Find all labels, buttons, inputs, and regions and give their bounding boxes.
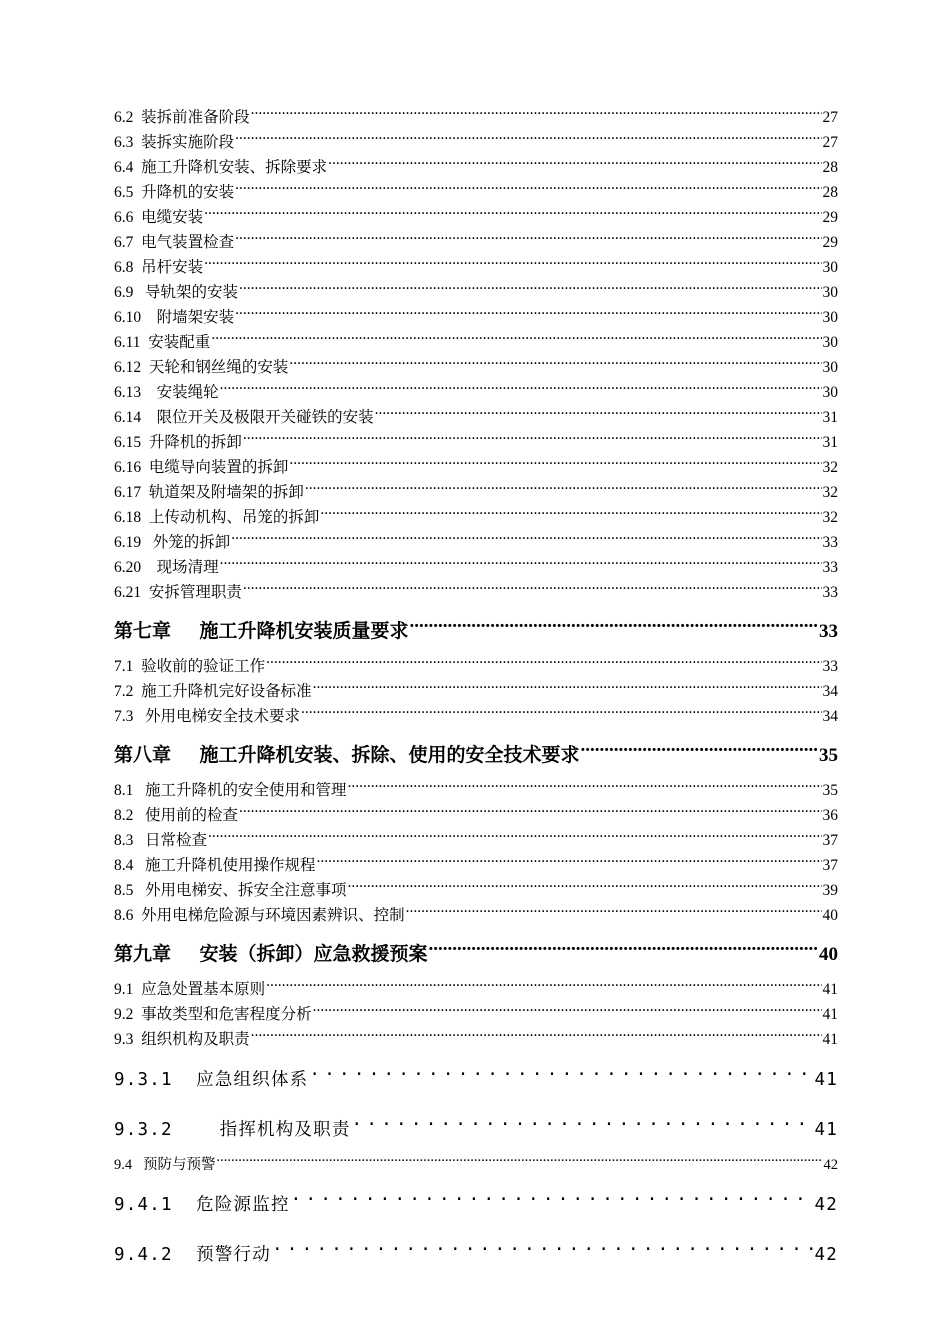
toc-entry-label: 9.4.1 危险源监控 bbox=[114, 1195, 290, 1215]
toc-entry[interactable] bbox=[114, 323, 838, 351]
toc-entry[interactable] bbox=[114, 871, 838, 899]
toc-entry-page: 27 bbox=[822, 134, 838, 151]
toc-entry-label: 6.20 现场清理 bbox=[114, 559, 219, 576]
toc-entry-page: 40 bbox=[822, 907, 838, 924]
toc-chapter-heading[interactable] bbox=[114, 607, 838, 642]
toc-entry-label: 9.4.2 预警行动 bbox=[114, 1245, 271, 1265]
toc-entry-label: 8.2 使用前的检查 bbox=[114, 807, 239, 824]
toc-entry[interactable] bbox=[114, 1180, 838, 1215]
toc-dot-leader bbox=[235, 123, 821, 147]
toc-dot-leader bbox=[243, 573, 822, 597]
toc-entry-label: 9.3.1 应急组织体系 bbox=[114, 1070, 309, 1090]
toc-entry-label: 6.16 电缆导向装置的拆卸 bbox=[114, 459, 289, 476]
toc-dot-leader bbox=[266, 970, 821, 994]
toc-entry-page: 36 bbox=[822, 807, 838, 824]
toc-entry-page: 30 bbox=[822, 284, 838, 301]
toc-entry[interactable] bbox=[114, 473, 838, 501]
toc-entry-label: 6.4 施工升降机安装、拆除要求 bbox=[114, 159, 328, 176]
toc-entry-page: 32 bbox=[822, 459, 838, 476]
toc-entry-label: 8.1 施工升降机的安全使用和管理 bbox=[114, 782, 347, 799]
toc-entry[interactable] bbox=[114, 398, 838, 426]
toc-entry[interactable] bbox=[114, 123, 838, 151]
toc-entry-page: 34 bbox=[822, 708, 838, 725]
toc-entry[interactable] bbox=[114, 846, 838, 874]
toc-dot-leader bbox=[301, 697, 821, 721]
toc-dot-leader bbox=[220, 373, 822, 397]
toc-dot-leader bbox=[410, 607, 818, 637]
toc-entry-label: 6.13 安装绳轮 bbox=[114, 384, 219, 401]
toc-entry[interactable] bbox=[114, 223, 838, 251]
toc-entry-label: 6.19 外笼的拆卸 bbox=[114, 534, 231, 551]
toc-entry-page: 37 bbox=[822, 832, 838, 849]
toc-entry-page: 27 bbox=[822, 109, 838, 126]
toc-entry[interactable] bbox=[114, 98, 838, 126]
toc-entry[interactable] bbox=[114, 548, 838, 576]
toc-entry-label: 6.12 天轮和钢丝绳的安装 bbox=[114, 359, 289, 376]
toc-entry[interactable] bbox=[114, 148, 838, 176]
toc-entry[interactable] bbox=[114, 647, 838, 675]
toc-entry[interactable] bbox=[114, 523, 838, 551]
toc-entry-page: 31 bbox=[822, 434, 838, 451]
toc-dot-leader bbox=[266, 647, 821, 671]
toc-entry-label: 9.3 组织机构及职责 bbox=[114, 1031, 250, 1048]
toc-entry[interactable] bbox=[114, 697, 838, 725]
toc-entry[interactable] bbox=[114, 896, 838, 924]
toc-entry[interactable] bbox=[114, 771, 838, 799]
toc-dot-leader bbox=[208, 821, 821, 845]
toc-entry-label: 6.8 吊杆安装 bbox=[114, 259, 204, 276]
toc-dot-leader bbox=[375, 398, 822, 422]
toc-entry-page: 41 bbox=[814, 1120, 838, 1140]
toc-entry-page: 34 bbox=[822, 683, 838, 700]
toc-entry-page: 42 bbox=[814, 1195, 838, 1215]
toc-entry-label: 6.10 附墙架安装 bbox=[114, 309, 235, 326]
toc-entry-page: 29 bbox=[822, 209, 838, 226]
toc-entry-page: 41 bbox=[822, 1031, 838, 1048]
toc-entry[interactable] bbox=[114, 1230, 838, 1265]
toc-dot-leader bbox=[313, 672, 822, 696]
toc-entry[interactable] bbox=[114, 821, 838, 849]
toc-dot-leader bbox=[289, 448, 821, 472]
toc-entry-page: 31 bbox=[822, 409, 838, 426]
toc-entry-label: 第八章 施工升降机安装、拆除、使用的安全技术要求 bbox=[114, 745, 580, 766]
toc-entry-label: 6.17 轨道架及附墙架的拆卸 bbox=[114, 484, 304, 501]
toc-entry[interactable] bbox=[114, 970, 838, 998]
toc-entry-label: 6.15 升降机的拆卸 bbox=[114, 434, 242, 451]
toc-entry-label: 6.6 电缆安装 bbox=[114, 209, 204, 226]
toc-entry[interactable] bbox=[114, 448, 838, 476]
toc-entry-page: 35 bbox=[822, 782, 838, 799]
toc-entry-page: 32 bbox=[822, 484, 838, 501]
toc-dot-leader bbox=[406, 896, 822, 920]
toc-entry-page: 41 bbox=[822, 1006, 838, 1023]
toc-entry[interactable] bbox=[114, 173, 838, 201]
toc-entry-label: 9.4 预防与预警 bbox=[114, 1157, 216, 1173]
toc-dot-leader bbox=[239, 273, 821, 297]
toc-entry[interactable] bbox=[114, 198, 838, 226]
toc-dot-leader bbox=[291, 1180, 814, 1210]
toc-entry-label: 6.2 装拆前准备阶段 bbox=[114, 109, 250, 126]
toc-entry-page: 35 bbox=[819, 745, 838, 766]
toc-entry[interactable] bbox=[114, 1020, 838, 1048]
toc-dot-leader bbox=[309, 1055, 813, 1085]
toc-dot-leader bbox=[289, 348, 821, 372]
toc-dot-leader bbox=[217, 1145, 823, 1169]
toc-entry-label: 7.1 验收前的验证工作 bbox=[114, 658, 266, 675]
toc-entry[interactable] bbox=[114, 348, 838, 376]
toc-entry-label: 6.21 安拆管理职责 bbox=[114, 584, 242, 601]
toc-dot-leader bbox=[235, 223, 821, 247]
toc-entry-page: 30 bbox=[822, 384, 838, 401]
toc-entry-label: 6.14 限位开关及极限开关碰铁的安装 bbox=[114, 409, 374, 426]
toc-dot-leader bbox=[204, 198, 821, 222]
toc-dot-leader bbox=[243, 423, 822, 447]
toc-entry-page: 28 bbox=[822, 184, 838, 201]
toc-entry[interactable] bbox=[114, 273, 838, 301]
toc-entry-label: 6.5 升降机的安装 bbox=[114, 184, 235, 201]
toc-entry-label: 8.5 外用电梯安、拆安全注意事项 bbox=[114, 882, 347, 899]
toc-entry-label: 第七章 施工升降机安装质量要求 bbox=[114, 621, 409, 642]
toc-dot-leader bbox=[235, 173, 821, 197]
toc-entry-label: 6.9 导轨架的安装 bbox=[114, 284, 239, 301]
toc-entry[interactable] bbox=[114, 995, 838, 1023]
toc-dot-leader bbox=[348, 771, 822, 795]
toc-dot-leader bbox=[239, 796, 821, 820]
toc-entry-page: 30 bbox=[822, 334, 838, 351]
toc-dot-leader bbox=[251, 98, 822, 122]
toc-entry-label: 7.2 施工升降机完好设备标准 bbox=[114, 683, 312, 700]
toc-entry[interactable] bbox=[114, 796, 838, 824]
toc-entry-page: 37 bbox=[822, 857, 838, 874]
toc-entry[interactable] bbox=[114, 1145, 838, 1173]
toc-entry-page: 29 bbox=[822, 234, 838, 251]
toc-dot-leader bbox=[305, 473, 822, 497]
toc-entry[interactable] bbox=[114, 573, 838, 601]
toc-entry-page: 40 bbox=[819, 944, 838, 965]
toc-entry-label: 7.3 外用电梯安全技术要求 bbox=[114, 708, 301, 725]
toc-entry-page: 33 bbox=[822, 658, 838, 675]
toc-dot-leader bbox=[317, 846, 822, 870]
toc-entry-page: 41 bbox=[822, 981, 838, 998]
toc-entry-page: 42 bbox=[823, 1157, 838, 1173]
toc-dot-leader bbox=[211, 323, 821, 347]
toc-entry-label: 6.18 上传动机构、吊笼的拆卸 bbox=[114, 509, 320, 526]
toc-entry-page: 28 bbox=[822, 159, 838, 176]
toc-chapter-heading[interactable] bbox=[114, 930, 838, 965]
toc-entry-label: 第九章 安装（拆卸）应急救援预案 bbox=[114, 944, 428, 965]
toc-dot-leader bbox=[204, 248, 821, 272]
toc-dot-leader bbox=[352, 1105, 814, 1135]
toc-dot-leader bbox=[429, 930, 818, 960]
toc-entry-label: 8.6 外用电梯危险源与环境因素辨识、控制 bbox=[114, 907, 405, 924]
toc-entry[interactable] bbox=[114, 298, 838, 326]
toc-entry-label: 6.7 电气装置检查 bbox=[114, 234, 235, 251]
toc-entry-label: 9.3.2 指挥机构及职责 bbox=[114, 1120, 351, 1140]
toc-entry-label: 6.11 安装配重 bbox=[114, 334, 211, 351]
toc-dot-leader bbox=[348, 871, 822, 895]
toc-entry-label: 6.3 装拆实施阶段 bbox=[114, 134, 235, 151]
toc-entry-page: 30 bbox=[822, 309, 838, 326]
toc-entry-page: 33 bbox=[819, 621, 838, 642]
toc-dot-leader bbox=[251, 1020, 822, 1044]
toc-dot-leader bbox=[328, 148, 821, 172]
toc-entry-page: 30 bbox=[822, 359, 838, 376]
toc-entry-page: 33 bbox=[822, 584, 838, 601]
toc-dot-leader bbox=[231, 523, 821, 547]
toc-entry[interactable] bbox=[114, 1105, 838, 1140]
toc-dot-leader bbox=[220, 548, 822, 572]
toc-entry-page: 33 bbox=[822, 534, 838, 551]
toc-entry-page: 33 bbox=[822, 559, 838, 576]
toc-entry-page: 41 bbox=[814, 1070, 838, 1090]
toc-entry-label: 9.1 应急处置基本原则 bbox=[114, 981, 266, 998]
toc-entry[interactable] bbox=[114, 373, 838, 401]
toc-entry-label: 8.3 日常检查 bbox=[114, 832, 208, 849]
toc-chapter-heading[interactable] bbox=[114, 731, 838, 766]
toc-entry-page: 32 bbox=[822, 509, 838, 526]
toc-entry-label: 9.2 事故类型和危害程度分析 bbox=[114, 1006, 312, 1023]
toc-entry-page: 30 bbox=[822, 259, 838, 276]
toc-dot-leader bbox=[581, 731, 818, 761]
toc-entry[interactable] bbox=[114, 672, 838, 700]
toc-dot-leader bbox=[235, 298, 821, 322]
toc-entry[interactable] bbox=[114, 498, 838, 526]
toc-entry-page: 39 bbox=[822, 882, 838, 899]
toc-entry[interactable] bbox=[114, 1055, 838, 1090]
toc-entry[interactable] bbox=[114, 248, 838, 276]
toc-entry[interactable] bbox=[114, 423, 838, 451]
toc-dot-leader bbox=[320, 498, 821, 522]
toc-entry-page: 42 bbox=[814, 1245, 838, 1265]
toc-dot-leader bbox=[313, 995, 822, 1019]
toc-entry-label: 8.4 施工升降机使用操作规程 bbox=[114, 857, 316, 874]
toc-dot-leader bbox=[272, 1230, 814, 1260]
